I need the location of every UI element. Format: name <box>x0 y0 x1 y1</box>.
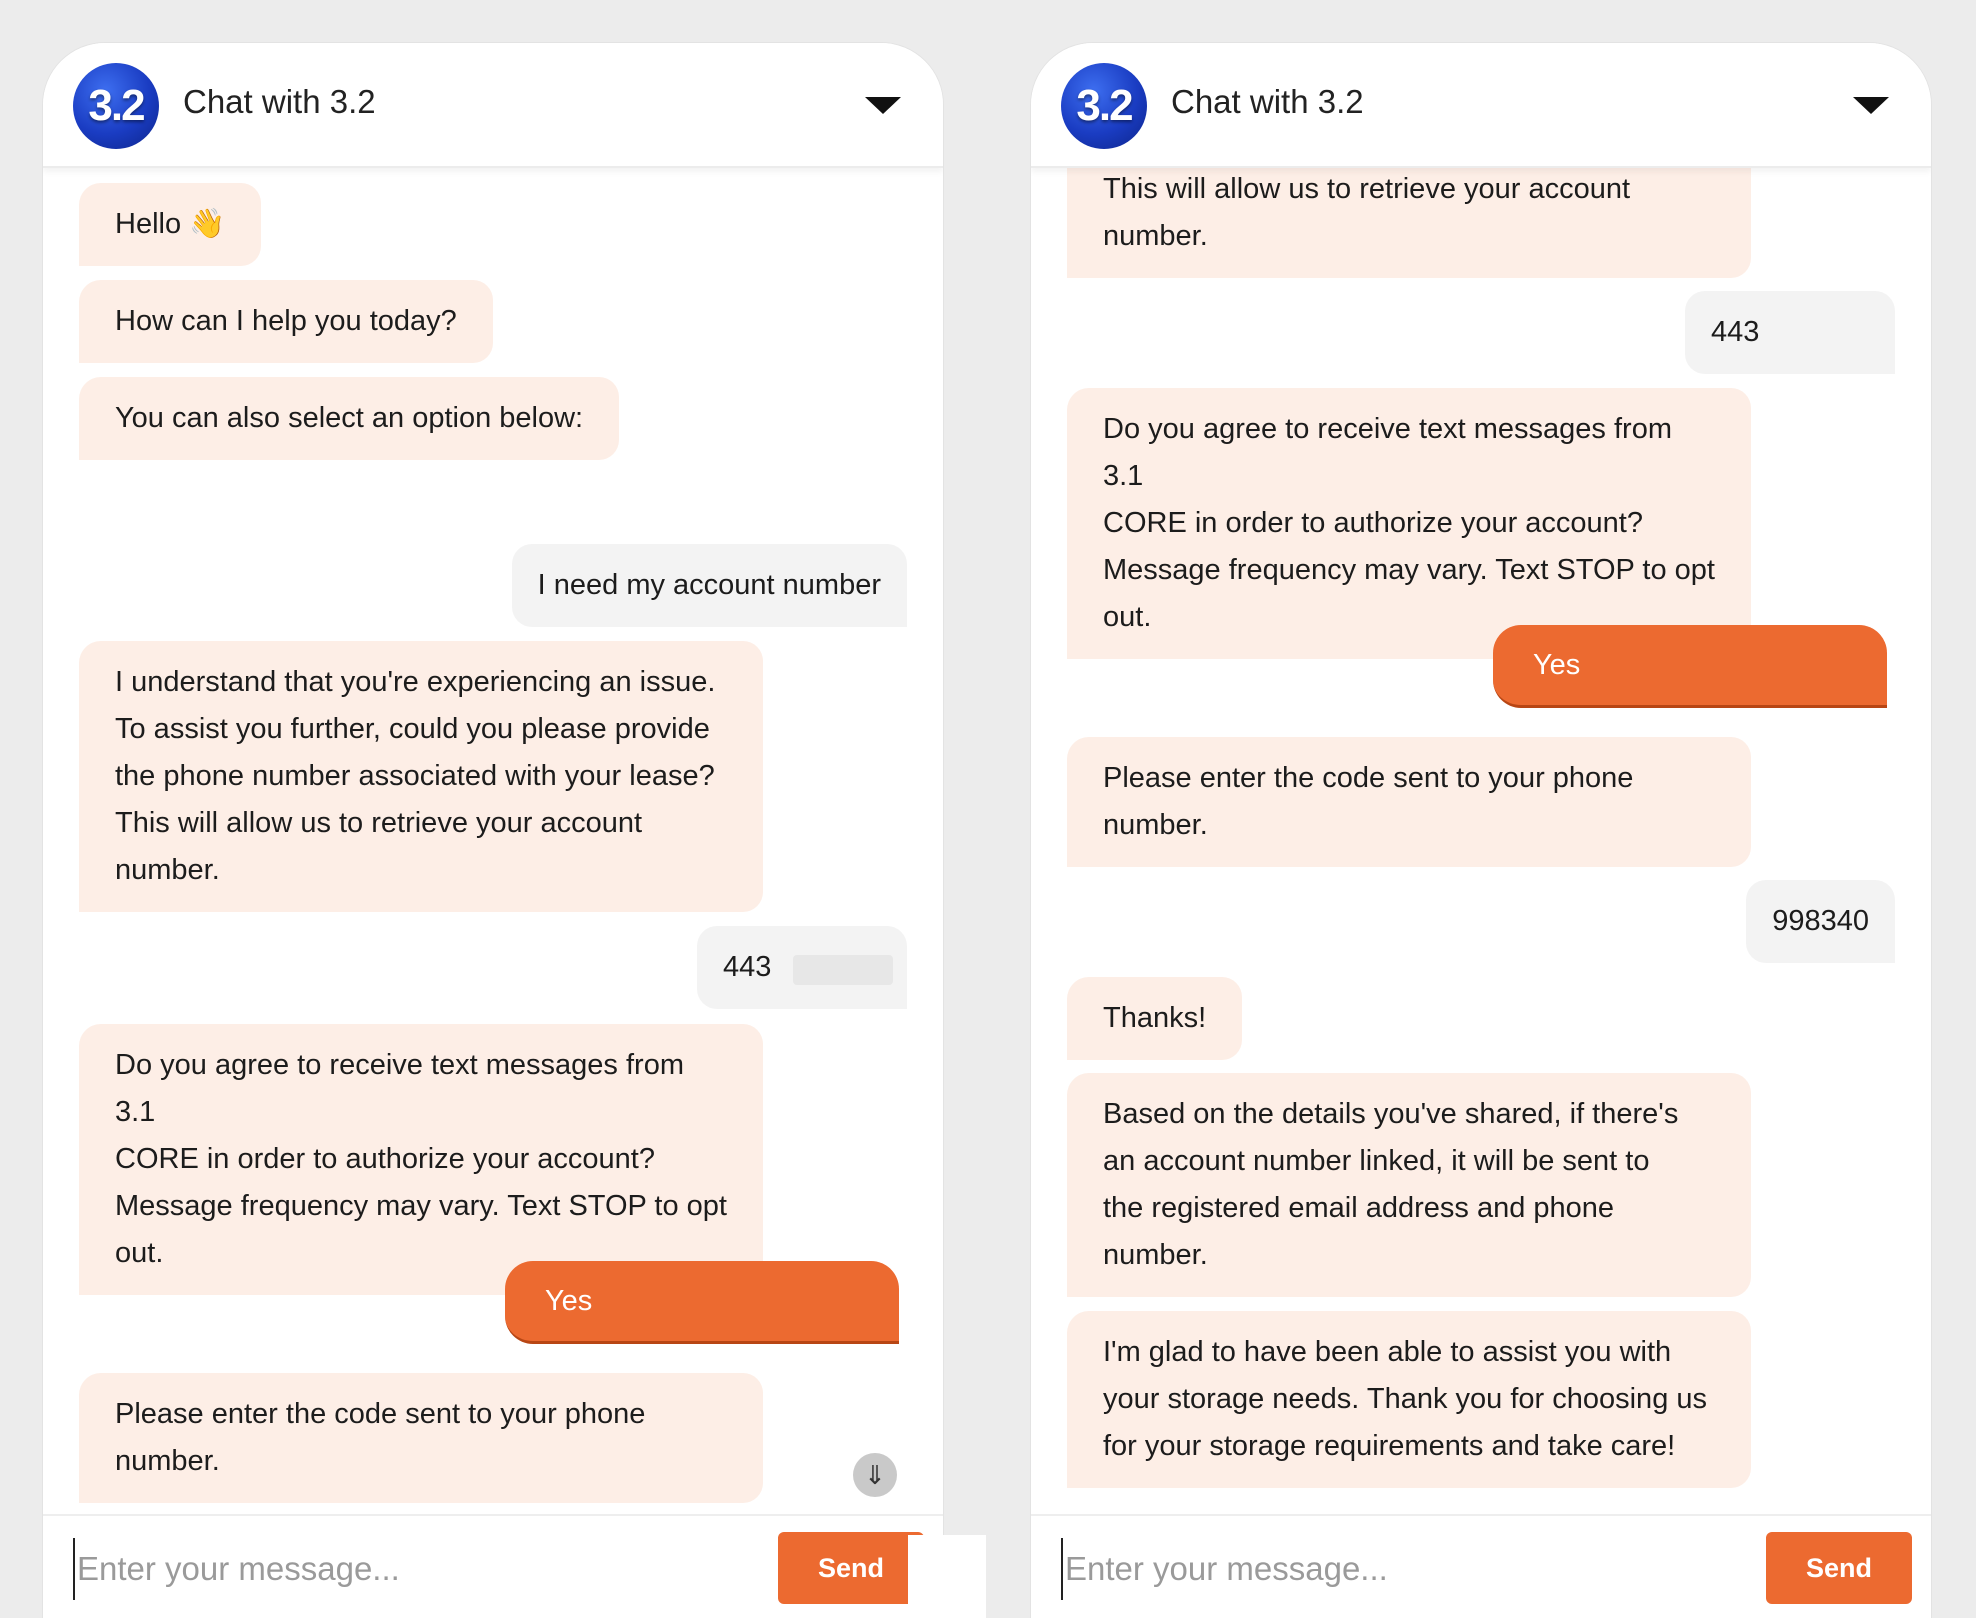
user-message: I need my account number <box>512 544 907 627</box>
bot-message: Hello 👋 <box>79 183 261 266</box>
bot-message: Do you agree to receive text messages from 3.1 CORE in order to authorize your account? Message frequency may vary. Text STOP to opt out. <box>79 1024 763 1295</box>
bot-message: How can I help you today? <box>79 280 493 363</box>
scroll-down-icon[interactable]: ⇓ <box>853 1453 897 1497</box>
send-button[interactable]: Send <box>778 1532 924 1604</box>
bot-message: Please enter the code sent to your phone number. <box>79 1373 763 1503</box>
chat-header <box>1031 43 1931 168</box>
chat-panel-right <box>1031 43 1931 1618</box>
option-yes-button[interactable]: Yes <box>505 1261 899 1344</box>
redacted-digits <box>793 955 893 985</box>
chat-title: Chat with 3.2 <box>1171 83 1364 120</box>
chat-footer <box>1031 1514 1931 1618</box>
user-message: 998340 <box>1746 880 1895 963</box>
send-button[interactable]: Send <box>1766 1532 1912 1604</box>
user-message: 443 <box>697 926 907 1009</box>
message-input[interactable] <box>73 1538 799 1600</box>
chat-panel-left <box>43 43 943 1618</box>
chevron-down-icon[interactable] <box>865 97 901 114</box>
chat-header <box>43 43 943 168</box>
overlay-patch <box>908 1535 986 1618</box>
chevron-down-icon[interactable] <box>1853 97 1889 114</box>
bot-message: Based on the details you've shared, if there's an account number linked, it will be sent to the registered email address and phone number. <box>1067 1073 1751 1297</box>
bot-message: Thanks! <box>1067 977 1242 1060</box>
chat-footer <box>43 1514 943 1618</box>
brand-logo-icon: 3.2 <box>1061 63 1147 149</box>
bot-message: Do you agree to receive text messages from 3.1 CORE in order to authorize your account? Message frequency may vary. Text STOP to opt out. <box>1067 388 1751 659</box>
bot-message: You can also select an option below: <box>79 377 619 460</box>
bot-message: I'm glad to have been able to assist you with your storage needs. Thank you for choosing us for your storage requirements and take care! <box>1067 1311 1751 1488</box>
option-yes-button[interactable]: Yes <box>1493 625 1887 708</box>
chat-title: Chat with 3.2 <box>183 83 376 120</box>
bot-message: This will allow us to retrieve your account number. <box>1067 143 1751 278</box>
brand-logo-icon: 3.2 <box>73 63 159 149</box>
user-message: 443 <box>1685 291 1895 374</box>
bot-message: Please enter the code sent to your phone number. <box>1067 737 1751 867</box>
message-input[interactable] <box>1061 1538 1787 1600</box>
bot-message: I understand that you're experiencing an issue. To assist you further, could you please provide the phone number associated with your lease? This will allow us to retrieve your account number. <box>79 641 763 912</box>
